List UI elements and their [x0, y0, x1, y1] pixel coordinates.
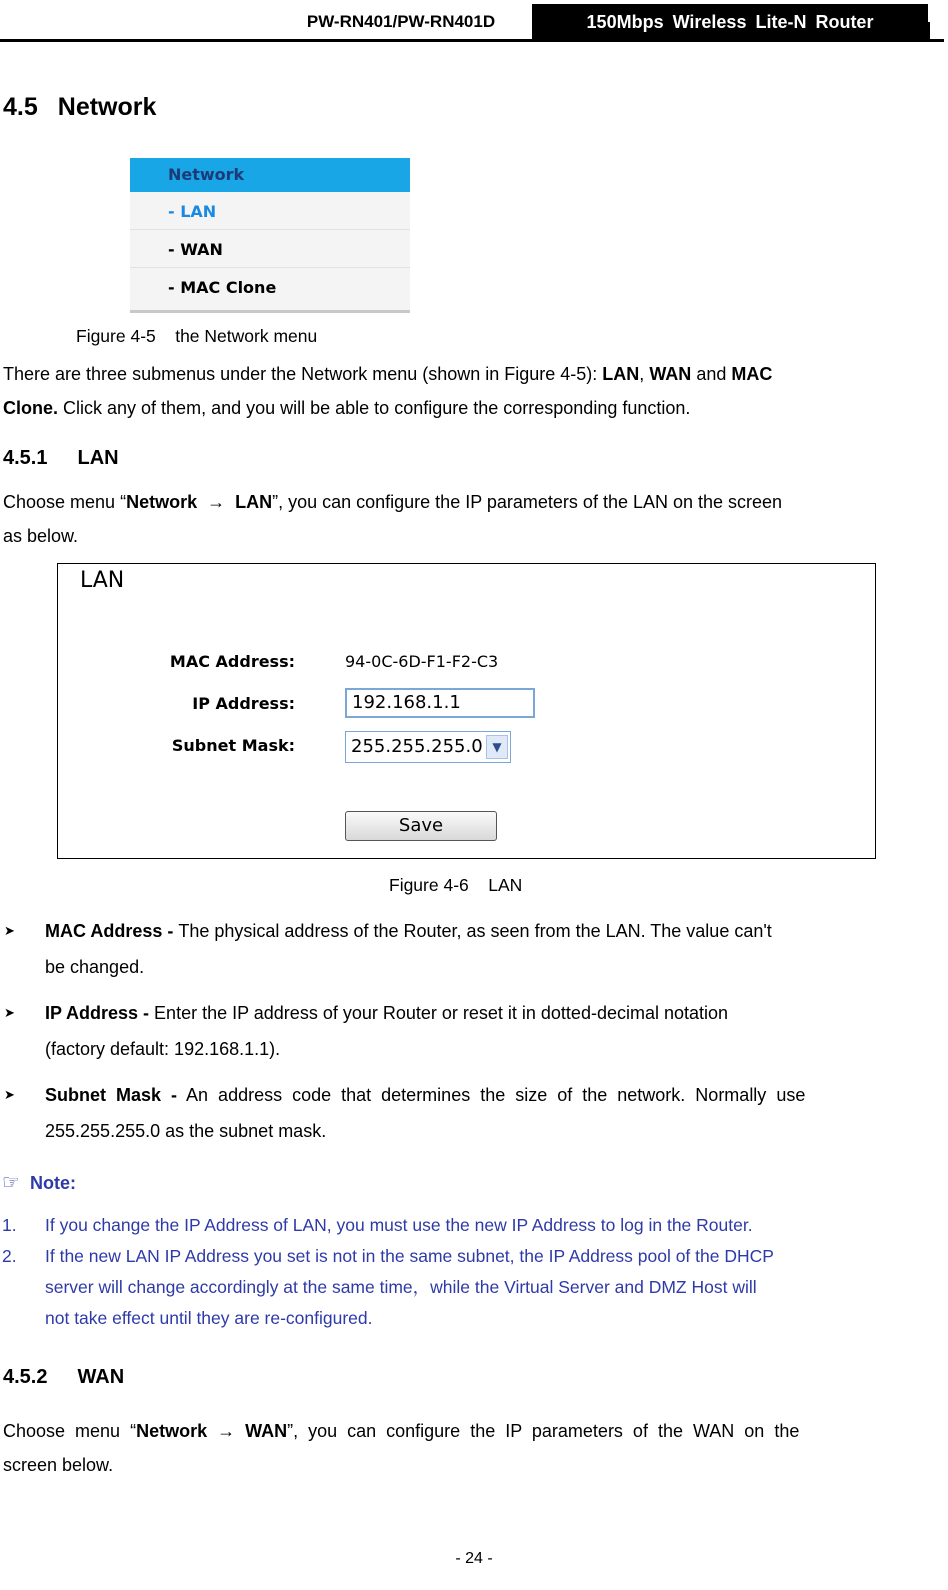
- intro-rest: Click any of them, and you will be able to configure the corresponding function.: [58, 398, 691, 418]
- lan-intro-post: ”, you can configure the IP parameters of the LAN on the screen: [272, 492, 783, 512]
- figure-4-5-caption: Figure 4-5 the Network menu: [76, 326, 318, 346]
- network-menu-title[interactable]: Network: [130, 158, 410, 192]
- subsection-lan-title: LAN: [77, 447, 119, 469]
- lan-screen-title: LAN: [80, 568, 125, 593]
- lan-intro-paragraph: [3, 485, 938, 553]
- intro-line-2: [3, 391, 933, 425]
- header-rule: [0, 39, 944, 42]
- note-item-2: [0, 1241, 940, 1334]
- intro-line-1: [3, 357, 933, 391]
- wan-intro-pre: Choose menu “: [3, 1421, 137, 1441]
- bullet-ip-line-1: [45, 996, 728, 1030]
- note-item-2-number: 2.: [2, 1246, 17, 1266]
- subsection-lan-heading: [3, 447, 119, 470]
- ip-address-input[interactable]: 192.168.1.1: [345, 688, 535, 718]
- bullet-mask-term: Subnet Mask -: [45, 1085, 183, 1105]
- lan-screenshot: [57, 563, 876, 859]
- subsection-lan-number: 4.5.1: [3, 447, 48, 469]
- intro-comma: ,: [639, 364, 650, 384]
- note-list: [0, 1210, 940, 1334]
- intro-clone: Clone.: [3, 398, 59, 418]
- network-menu-item-mac-clone[interactable]: - MAC Clone: [168, 278, 277, 297]
- note-heading: [2, 1170, 76, 1195]
- intro-mac: MAC: [731, 364, 773, 384]
- note-item-1: [0, 1210, 940, 1241]
- network-menu-item-wan[interactable]: - WAN: [130, 232, 410, 268]
- lan-intro-pre: Choose menu “: [3, 492, 127, 512]
- wan-intro-line-2: screen below.: [3, 1455, 114, 1475]
- header-model: PW-RN401/PW-RN401D: [306, 12, 496, 31]
- bullet-mac-line-1: [45, 914, 772, 948]
- bullet-mask-text: An address code that determines the size of the network. Normally use: [182, 1085, 806, 1105]
- subsection-wan-title: WAN: [77, 1366, 125, 1388]
- bullet-ip-term: IP Address -: [45, 1003, 155, 1023]
- network-menu-screenshot: [130, 158, 410, 313]
- note-item-2-line-2: server will change accordingly at the same time，while the Virtual Server and DMZ Host will: [45, 1277, 757, 1297]
- bullet-item-mac: [0, 914, 940, 996]
- save-button[interactable]: Save: [345, 811, 497, 841]
- note-label: Note:: [29, 1173, 76, 1193]
- network-menu-item-lan[interactable]: - LAN: [130, 194, 410, 230]
- wan-intro-line-1: [3, 1414, 938, 1448]
- lan-intro-menu-path: Network → LAN: [126, 492, 273, 512]
- wan-intro-post: ”, you can configure the IP parameters of the WAN on the: [287, 1421, 800, 1441]
- section-number: 4.5: [3, 93, 38, 121]
- note-item-1-number: 1.: [2, 1215, 17, 1235]
- wan-intro-menu-path: Network → WAN: [136, 1421, 288, 1441]
- page-number: - 24 -: [455, 1550, 493, 1567]
- lan-intro-line-1: [3, 485, 938, 519]
- intro-lan: LAN: [602, 364, 640, 384]
- header-product: 150Mbps Wireless Lite-N Router: [586, 12, 874, 32]
- header-rule-tick: [928, 22, 946, 39]
- bullet-list: [0, 914, 940, 1160]
- section-heading: [3, 93, 156, 122]
- wan-intro-paragraph: [3, 1414, 938, 1482]
- bullet-mac-text: The physical address of the Router, as seen from the LAN. The value can't: [178, 921, 772, 941]
- subnet-mask-label: Subnet Mask:: [171, 736, 295, 755]
- note-item-2-line-3: not take effect until they are re-configured.: [45, 1308, 373, 1328]
- bullet-arrow-icon: ➤: [4, 1005, 15, 1020]
- mac-address-label: MAC Address:: [169, 652, 295, 671]
- bullet-item-mask: [0, 1078, 940, 1160]
- intro-text: There are three submenus under the Network menu (shown in Figure 4-5):: [3, 364, 603, 384]
- mac-address-value: 94-0C-6D-F1-F2-C3: [345, 652, 499, 671]
- subsection-wan-number: 4.5.2: [3, 1366, 48, 1388]
- bullet-mask-line-1: [45, 1078, 805, 1112]
- lan-intro-line-2: as below.: [3, 526, 79, 546]
- bullet-arrow-icon: ➤: [4, 923, 15, 938]
- bullet-mac-line-2: be changed.: [45, 957, 145, 977]
- note-item-1-text: If you change the IP Address of LAN, you must use the new IP Address to log in the Router.: [45, 1215, 753, 1235]
- intro-wan: WAN: [649, 364, 692, 384]
- ip-address-label: IP Address:: [192, 694, 295, 713]
- bullet-mask-line-2: 255.255.255.0 as the subnet mask.: [45, 1121, 327, 1141]
- intro-and: and: [691, 364, 732, 384]
- bullet-arrow-icon: ➤: [4, 1087, 15, 1102]
- bullet-ip-line-2: (factory default: 192.168.1.1).: [45, 1039, 281, 1059]
- subsection-wan-heading: [3, 1366, 124, 1389]
- subnet-mask-value: 255.255.255.0: [351, 736, 483, 757]
- section-title: Network: [57, 93, 157, 121]
- pointing-hand-icon: ☞: [2, 1172, 20, 1194]
- chevron-down-icon[interactable]: ▼: [486, 735, 508, 759]
- subnet-mask-select[interactable]: [345, 731, 511, 763]
- note-item-2-line-1: If the new LAN IP Address you set is not in the same subnet, the IP Address pool of the DHCP: [45, 1246, 774, 1266]
- figure-4-6-caption: Figure 4-6 LAN: [389, 875, 523, 895]
- bullet-mac-term: MAC Address -: [45, 921, 179, 941]
- intro-paragraph: [3, 357, 933, 425]
- bullet-ip-text: Enter the IP address of your Router or reset it in dotted-decimal notation: [154, 1003, 729, 1023]
- bullet-item-ip: [0, 996, 940, 1078]
